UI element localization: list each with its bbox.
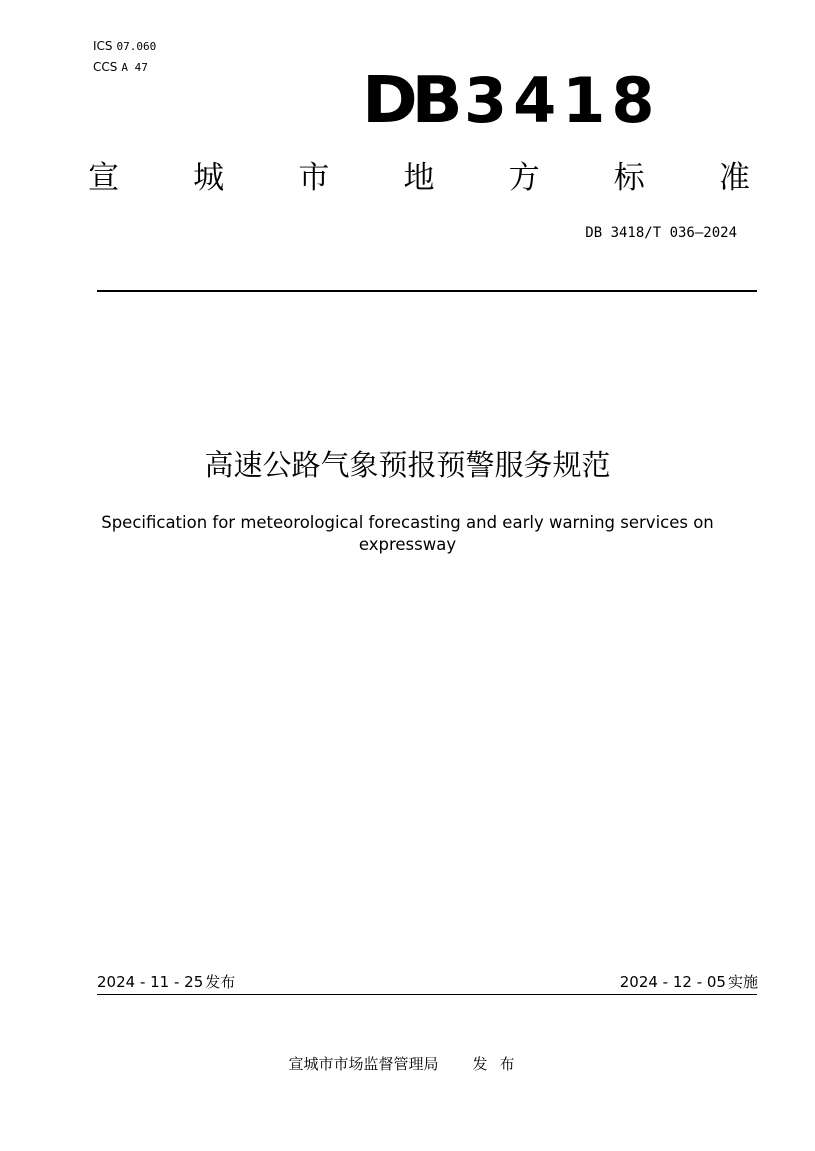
db-logo-number: 3418 [464, 64, 661, 137]
document-title-english: Specification for meteorological forecasting and early warning services on expressway [101, 513, 714, 554]
db-logo [362, 64, 661, 138]
document-title-chinese: 高速公路气象预报预警服务规范 [204, 448, 611, 482]
bottom-divider [97, 994, 757, 995]
standard-type-char: 标 [613, 160, 645, 196]
ccs-code: A 47 [121, 61, 148, 74]
standard-type-char: 准 [718, 160, 750, 196]
ics-label: ICS [93, 39, 113, 53]
standard-type-char: 方 [508, 160, 540, 196]
implementation-date: 2024 - 12 - 05 [619, 973, 726, 991]
issue-date-line [97, 972, 235, 992]
standard-number: DB 3418/T 036—2024 [585, 225, 737, 241]
implementation-date-line [620, 972, 758, 992]
top-divider [97, 290, 757, 292]
ccs-line [93, 60, 148, 75]
ccs-label: CCS [93, 60, 118, 74]
implementation-label: 实施 [727, 973, 758, 991]
issue-label: 发布 [205, 973, 236, 991]
ics-line [93, 39, 156, 54]
issuer-name: 宣城市市场监督管理局 [288, 1055, 439, 1073]
issuer-action: 发布 [472, 1055, 527, 1073]
standard-type-char: 城 [193, 160, 225, 196]
issuer-line [0, 1053, 815, 1075]
ics-code: 07.060 [116, 40, 157, 53]
issue-date: 2024 - 11 - 25 [97, 973, 204, 991]
standard-type-title [88, 158, 750, 198]
standard-type-char: 地 [403, 160, 435, 196]
db-logo-prefix: DB [362, 64, 457, 138]
standard-type-char: 市 [298, 160, 330, 196]
standard-type-char: 宣 [88, 160, 119, 196]
